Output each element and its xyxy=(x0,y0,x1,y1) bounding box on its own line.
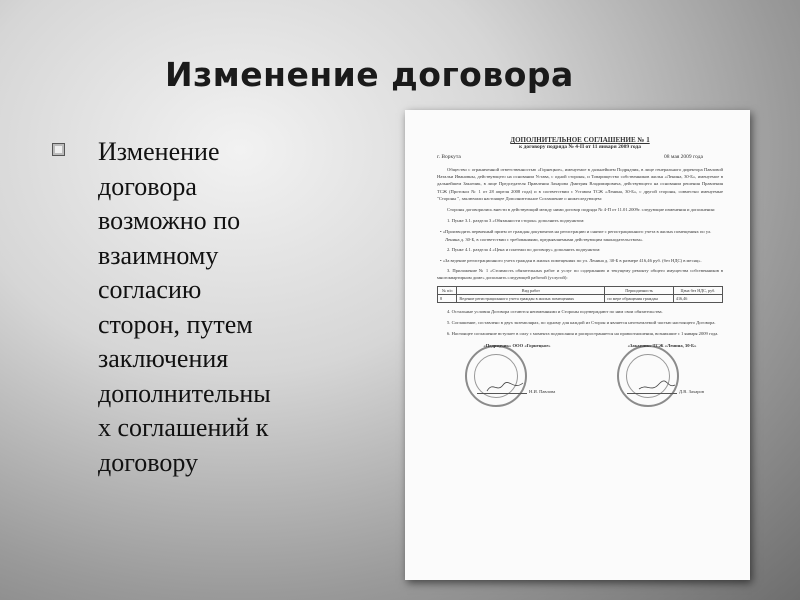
bullet-square-icon xyxy=(52,143,65,156)
document-bullet: • «За ведение регистрационного учета граждан в жилых помещениях по ул. Ленина д. 30-Б в размере 416,46 руб. (без НДС) в месяц». xyxy=(440,258,702,264)
document-bullet: • «Производить первичный прием от граждан документов на регистрацию и снятие с регистрационного учета в жилых помещениях по ул. Ленина д. 30-Б, в соответствии с требованиями, предъявляемыми действующим законодательством». xyxy=(440,229,712,242)
document-city: г. Воркута xyxy=(437,154,461,160)
signature-area xyxy=(437,343,723,403)
document-paragraph: 3. Приложение № 1 «Стоимость обязательных работ и услуг по содержанию и текущему ремонту общего имущества собственников в многоквартирном доме» дополнить следующей работой (услугой): xyxy=(437,268,723,281)
table-header-row xyxy=(438,286,723,294)
document-subtitle: к договору подряда № 4-П от 11 января 2009 года xyxy=(519,144,641,150)
document-paragraph: Общество с ограниченной ответственностью «Горнецкое», именуемое в дальнейшем Подрядчик, в лице генерального директора Павловой Натальи Ивановны, действующего на основании Устава, с одной стороны, и Товарищество собственников жилья «Ленина, 30-Б», именуемое в дальнейшем Заказчик, в лице Председателя Правления Захарова Дмитрия Владимировича, действующего на основании решения Правления ТСЖ (Протокол № 1 от 28 апреля 2008 года) и в соответствии с Уставом ТСЖ «Ленина, 30-Б», с другой стороны, совместно именуемые "Стороны ", заключили настоящее Дополнительное Соглашение о нижеследующем: xyxy=(437,167,723,201)
table-cell: 8 xyxy=(438,294,457,302)
bullet-text: Изменение договора возможно по взаимному согласию сторон, путем заключения дополнительны х соглашений к договору xyxy=(98,137,271,477)
stamp-seal-right xyxy=(617,345,679,407)
document-paragraph: 4. Остальные условия Договора остаются неизменными и Стороны подтверждают по ним свои обязательства. xyxy=(447,308,663,314)
table-cell: Ведение регистрационного учета граждан в жилых помещениях xyxy=(457,294,605,302)
document-paragraph: 1. Пункт 3.1. раздела 3 «Обязанности сторон» дополнить подпунктом: xyxy=(447,218,585,224)
table-header-cell: Вид работ xyxy=(457,286,605,294)
table-cell: 416,46 xyxy=(673,294,722,302)
document-paragraph: 2. Пункт 4.1. раздела 4 «Цена и платежи по договору» дополнить подпунктом: xyxy=(447,246,601,252)
signature-title-left: «Подрядчик» ООО «Горнецкое» xyxy=(483,343,551,349)
table-header-cell: № п/п xyxy=(438,286,457,294)
signature-line-right xyxy=(627,393,677,394)
document-title: ДОПОЛНИТЕЛЬНОЕ СОГЛАШЕНИЕ № 1 xyxy=(510,136,650,144)
slide-title: Изменение договора xyxy=(165,55,574,94)
document-scan xyxy=(405,110,750,580)
signature-name-right: Д.В. Захаров xyxy=(679,389,705,395)
document-date: 08 мая 2009 года xyxy=(664,154,703,160)
document-table xyxy=(437,286,723,303)
table-row xyxy=(438,294,723,302)
table-header-cell: Цена без НДС, руб. xyxy=(673,286,722,294)
document-paragraph: 5. Соглашение, составлено в двух экземплярах, по одному для каждой из Сторон и является неотъемлемой частью настоящего Договора. xyxy=(447,319,716,325)
document-paragraph: Стороны договорились внести в действующий между ними договор подряда № 4-П от 11.01.2009г. следующие изменения и дополнения: xyxy=(447,207,716,213)
document-paragraph: 6. Настоящее соглашение вступает в силу с момента подписания и распространяется на правоотношения, возникшие с 1 января 2009 года. xyxy=(447,331,719,337)
stamp-seal-left xyxy=(465,345,527,407)
table-header-cell: Периодичность xyxy=(605,286,673,294)
signature-line-left xyxy=(477,393,527,394)
signature-name-left: Н.И. Павлова xyxy=(529,389,556,395)
document-dateline xyxy=(437,154,723,160)
signature-title-right: «Заказчик» ТСЖ «Ленина, 30-Б» xyxy=(627,343,697,349)
table-cell: по мере обращения граждан xyxy=(605,294,673,302)
